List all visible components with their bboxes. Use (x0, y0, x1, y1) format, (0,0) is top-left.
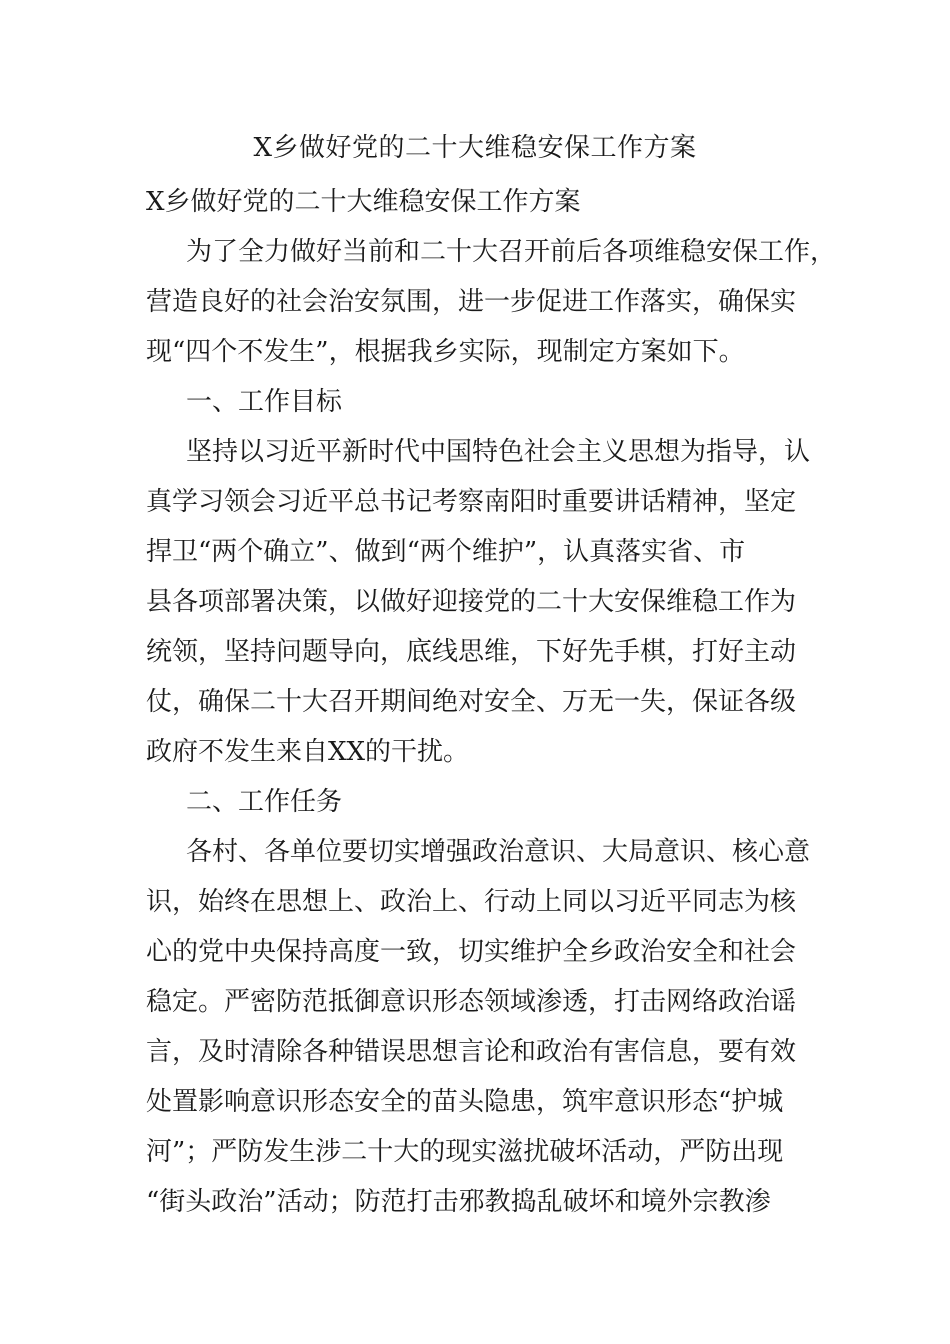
paragraph-line: 河”；严防发生涉二十大的现实滋扰破坏活动，严防出现 (146, 1137, 784, 1167)
paragraph-line: 营造良好的社会治安氛围，进一步促进工作落实，确保实 (146, 287, 797, 317)
paragraph-line: 坚持以习近平新时代中国特色社会主义思想为指导，认 (186, 437, 811, 467)
paragraph-line: 统领，坚持问题导向，底线思维，下好先手棋，打好主动 (146, 637, 797, 667)
paragraph-line: 为了全力做好当前和二十大召开前后各项维稳安保工作， (186, 237, 837, 267)
paragraph-line: 心的党中央保持高度一致，切实维护全乡政治安全和社会 (146, 937, 797, 967)
document-body (146, 179, 837, 1229)
paragraph-line: 各村、各单位要切实增强政治意识、大局意识、核心意 (186, 837, 811, 867)
section-heading-goals: 一、工作目标 (186, 387, 343, 417)
paragraph-line: “街头政治”活动；防范打击邪教捣乱破坏和境外宗教渗 (146, 1187, 771, 1217)
paragraph-line: 稳定。严密防范抵御意识形态领域渗透，打击网络政治谣 (146, 987, 797, 1017)
paragraph-line: 处置影响意识形态安全的苗头隐患，筑牢意识形态“护城 (146, 1087, 784, 1117)
section-heading-tasks: 二、工作任务 (186, 787, 343, 817)
paragraph-line: 县各项部署决策，以做好迎接党的二十大安保维稳工作为 (146, 587, 797, 617)
paragraph-line: 现“四个不发生”，根据我乡实际，现制定方案如下。 (146, 337, 745, 367)
paragraph-line: 真学习领会习近平总书记考察南阳时重要讲话精神，坚定 (146, 487, 797, 517)
subtitle-line: X乡做好党的二十大维稳安保工作方案 (146, 187, 581, 217)
paragraph-line: 政府不发生来自XX的干扰。 (146, 737, 470, 767)
paragraph-line: 言，及时清除各种错误思想言论和政治有害信息，要有效 (146, 1037, 797, 1067)
document-title: X乡做好党的二十大维稳安保工作方案 (253, 133, 697, 163)
paragraph-line: 识，始终在思想上、政治上、行动上同以习近平同志为核 (146, 887, 797, 917)
paragraph-line: 捍卫“两个确立”、做到“两个维护”，认真落实省、市 (146, 537, 746, 567)
paragraph-line: 仗，确保二十大召开期间绝对安全、万无一失，保证各级 (146, 687, 797, 717)
